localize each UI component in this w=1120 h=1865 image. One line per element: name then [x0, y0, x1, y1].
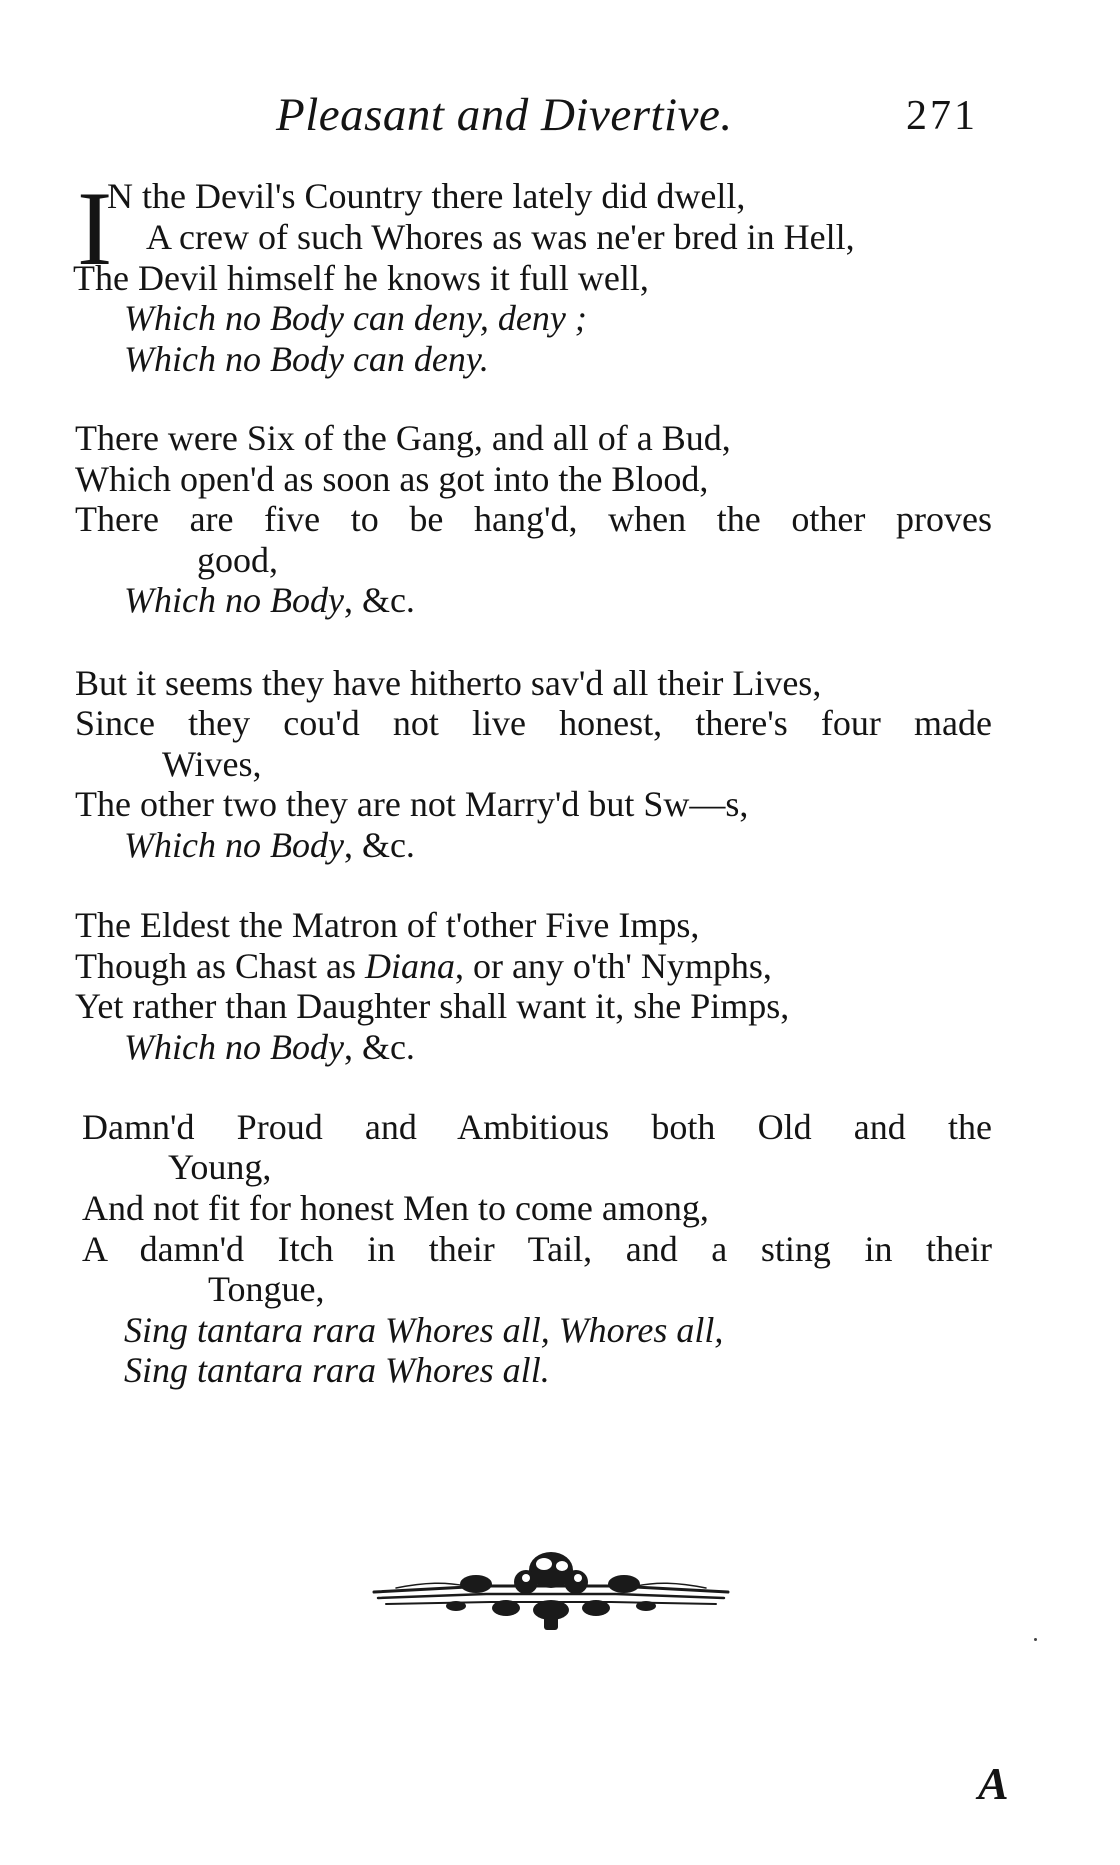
refrain-line [124, 580, 415, 620]
verse-line-continuation: Tongue, [208, 1269, 325, 1309]
verse-line: Which open'd as soon as got into the Blood, [75, 459, 709, 499]
refrain-text: Which no Body [124, 1027, 344, 1067]
verse-line [75, 946, 772, 986]
verse-line: A damn'd Itch in their Tail, and a sting in their [82, 1229, 992, 1269]
printing-speck [1034, 1638, 1037, 1641]
refrain-text: Which no Body [124, 580, 344, 620]
verse-line: The other two they are not Marry'd but Sw—s, [75, 784, 749, 824]
verse-text: Though as Chast as [75, 946, 365, 986]
verse-line: But it seems they have hitherto sav'd all their Lives, [75, 663, 822, 703]
verse-line-continuation: Young, [168, 1147, 272, 1187]
running-title: Pleasant and Divertive. [276, 89, 733, 141]
refrain-etc: , &c. [343, 825, 415, 865]
refrain-line: Sing tantara rara Whores all, Whores all, [124, 1310, 724, 1350]
verse-line: Damn'd Proud and Ambitious both Old and the [82, 1107, 992, 1147]
verse-line-continuation: Wives, [162, 744, 262, 784]
refrain-line [124, 825, 415, 865]
verse-line: A crew of such Whores as was ne'er bred in Hell, [146, 217, 855, 257]
verse-line: And not fit for honest Men to come among, [82, 1188, 709, 1228]
verse-line-continuation: good, [197, 540, 278, 580]
refrain-line: Which no Body can deny, deny ; [124, 298, 587, 338]
floral-tailpiece-icon [366, 1548, 736, 1636]
verse-line: N the Devil's Country there lately did dwell, [107, 176, 746, 216]
verse-line: There were Six of the Gang, and all of a Bud, [75, 418, 731, 458]
refrain-etc: , &c. [343, 1027, 415, 1067]
verse-line: Since they cou'd not live honest, there's four made [75, 703, 992, 743]
drop-cap: I [77, 170, 113, 287]
page-number: 271 [906, 93, 978, 139]
refrain-text: Which no Body [124, 825, 344, 865]
verse-line: There are five to be hang'd, when the other proves [75, 499, 992, 539]
verse-line: The Eldest the Matron of t'other Five Imps, [75, 905, 700, 945]
verse-line: The Devil himself he knows it full well, [73, 258, 649, 298]
refrain-line: Sing tantara rara Whores all. [124, 1350, 550, 1390]
italic-name: Diana [364, 946, 455, 986]
verse-text: , or any o'th' Nymphs, [454, 946, 772, 986]
verse-line: Yet rather than Daughter shall want it, she Pimps, [75, 986, 790, 1026]
refrain-line [124, 1027, 415, 1067]
catchword: A [978, 1758, 1009, 1809]
refrain-etc: , &c. [343, 580, 415, 620]
refrain-line: Which no Body can deny. [124, 339, 489, 379]
